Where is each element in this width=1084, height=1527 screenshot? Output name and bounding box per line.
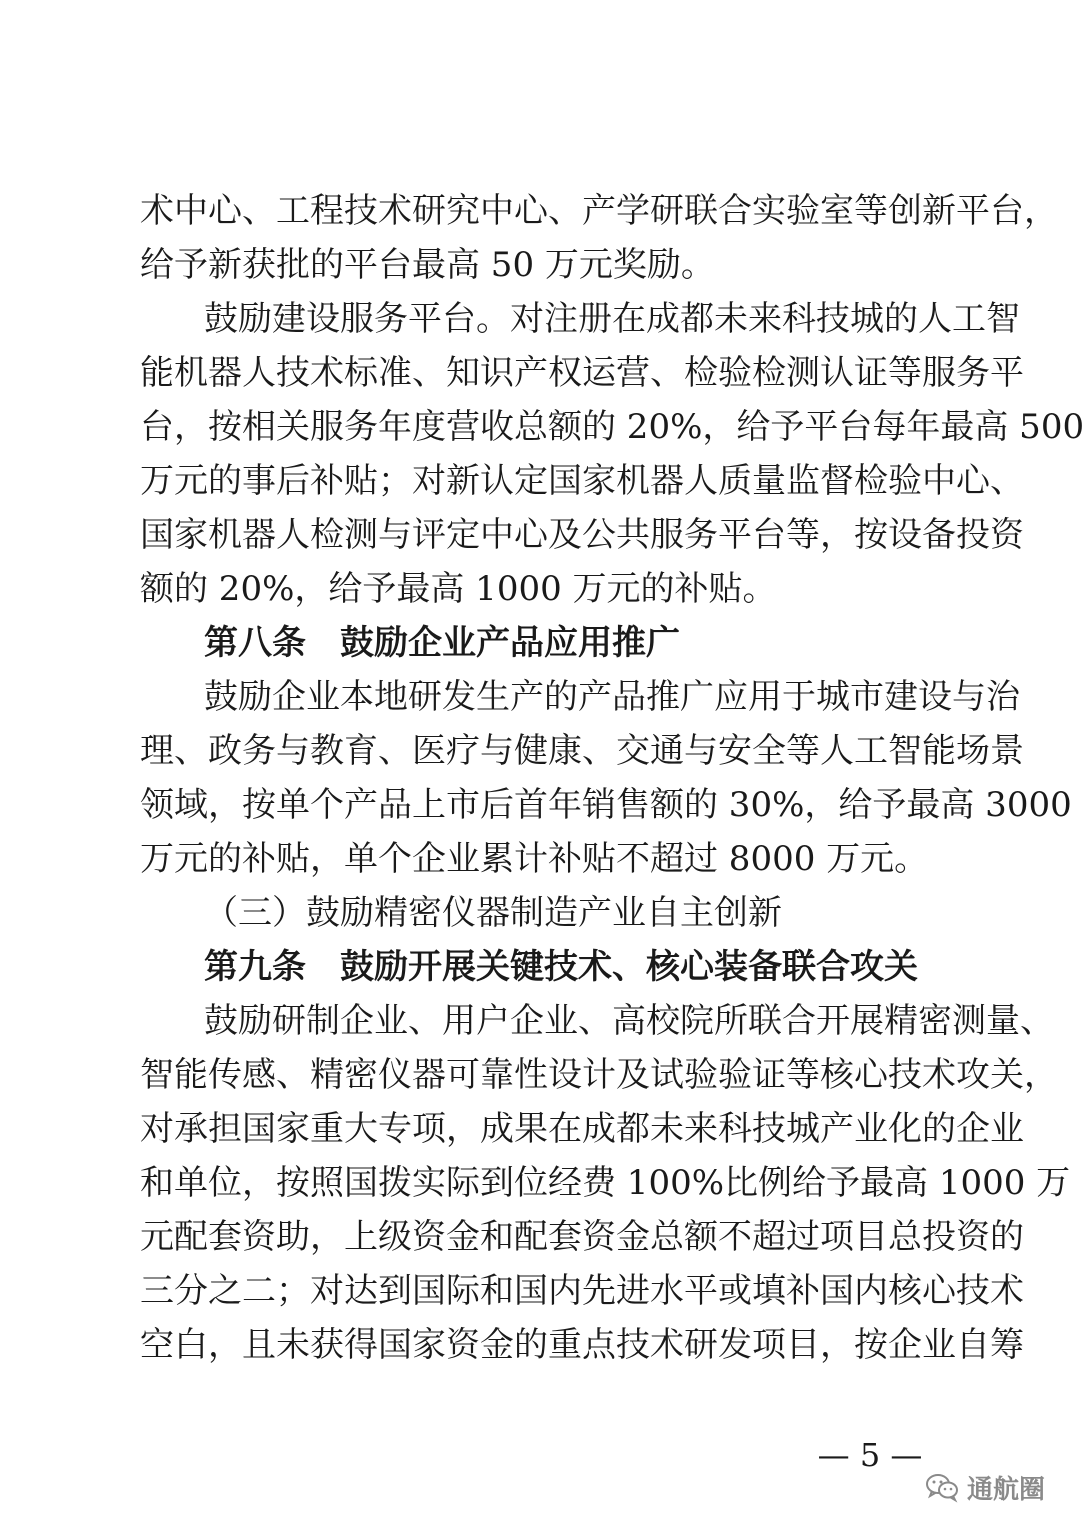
wechat-icon <box>925 1472 959 1502</box>
section-heading: （三）鼓励精密仪器制造产业自主创新 <box>204 893 782 933</box>
paragraph-first-line: 鼓励研制企业、用户企业、高校院所联合开展精密测量、 <box>204 1001 1054 1041</box>
text-line: 给予新获批的平台最高 50 万元奖励。 <box>140 245 715 285</box>
text-line: 额的 20%，给予最高 1000 万元的补贴。 <box>140 569 777 609</box>
text-line: 国家机器人检测与评定中心及公共服务平台等，按设备投资 <box>140 515 1024 555</box>
text-line: 空白，且未获得国家资金的重点技术研发项目，按企业自筹 <box>140 1325 1024 1365</box>
watermark-text: 通航圈 <box>967 1474 1046 1505</box>
article-heading: 第八条 鼓励企业产品应用推广 <box>204 623 680 663</box>
text-line: 智能传感、精密仪器可靠性设计及试验验证等核心技术攻关， <box>140 1055 1058 1095</box>
text-line: 领域，按单个产品上市后首年销售额的 30%，给予最高 3000 <box>140 785 1072 825</box>
text-line: 万元的补贴，单个企业累计补贴不超过 8000 万元。 <box>140 839 929 879</box>
text-line: 术中心、工程技术研究中心、产学研联合实验室等创新平台， <box>140 191 1058 231</box>
paragraph-first-line: 鼓励企业本地研发生产的产品推广应用于城市建设与治 <box>204 677 1020 717</box>
paragraph-first-line: 鼓励建设服务平台。对注册在成都未来科技城的人工智 <box>204 299 1020 339</box>
text-line: 元配套资助，上级资金和配套资金总额不超过项目总投资的 <box>140 1217 1024 1257</box>
page-number: — 5 — <box>817 1436 923 1474</box>
text-line: 能机器人技术标准、知识产权运营、检验检测认证等服务平 <box>140 353 1024 393</box>
text-line: 三分之二；对达到国际和国内先进水平或填补国内核心技术 <box>140 1271 1024 1311</box>
article-heading: 第九条 鼓励开展关键技术、核心装备联合攻关 <box>204 947 918 987</box>
watermark <box>925 1465 1065 1509</box>
text-line: 理、政务与教育、医疗与健康、交通与安全等人工智能场景 <box>140 731 1024 771</box>
text-line: 万元的事后补贴；对新认定国家机器人质量监督检验中心、 <box>140 461 1024 501</box>
text-line: 台，按相关服务年度营收总额的 20%，给予平台每年最高 500 <box>140 407 1084 447</box>
text-line: 和单位，按照国拨实际到位经费 100%比例给予最高 1000 万 <box>140 1163 1071 1203</box>
text-line: 对承担国家重大专项，成果在成都未来科技城产业化的企业 <box>140 1109 1024 1149</box>
